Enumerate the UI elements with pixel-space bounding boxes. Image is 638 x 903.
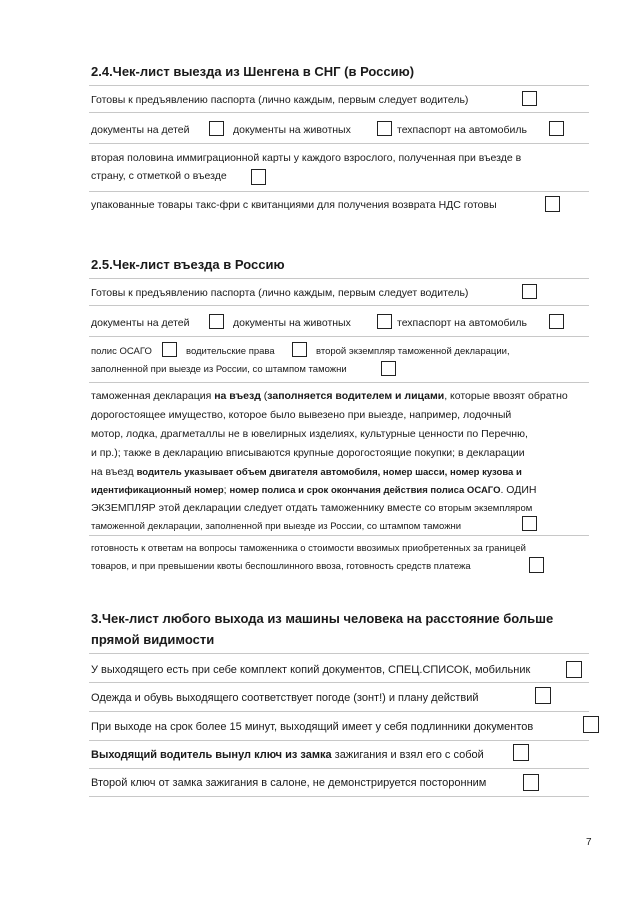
declaration-entry-bold: на въезд [214,390,261,402]
declaration-text: . ОДИН [500,484,537,496]
declaration-osago-bold: номер полиса и срок окончания действия полиса ОСАГО [229,485,501,496]
declaration-text-line5 [91,466,522,478]
divider [89,382,589,383]
divider [89,796,589,797]
declaration-text: ЭКЗЕМПЛЯР [91,502,156,514]
passport-ready-text: Готовы к предъявлению паспорта (лично каждым, первым следует водитель) [91,287,469,299]
declaration-text: этой декларации следует отдать таможеннику вместе со [155,502,439,514]
divider [89,740,589,741]
exit-item-copies-text: У выходящего есть при себе комплект копий документов, СПЕЦ.СПИСОК, мобильник [91,664,531,676]
section-2-4-title: 2.4.Чек-лист выезда из Шенгена в СНГ (в Россию) [91,64,415,79]
divider [89,682,589,683]
declaration-text-line7 [91,502,532,514]
section-3-title-line2: прямой видимости [91,632,215,647]
migration-card-checkbox[interactable] [251,169,266,185]
declaration-filled-by-bold: заполняется водителем и лицами [267,390,445,402]
car-passport-checkbox[interactable] [549,121,564,136]
customs-ready-text-line2: товаров, и при превышении квоты беспошлинного ввоза, готовность средств платежа [91,561,471,572]
divider [89,112,589,113]
license-checkbox[interactable] [292,342,307,357]
second-copy-checkbox[interactable] [381,361,396,376]
divider [89,143,589,144]
declaration-text: , которые ввозят обратно [444,390,568,402]
passport-ready-text: Готовы к предъявлению паспорта (лично каждым, первым следует водитель) [91,94,469,106]
animal-docs-text: документы на животных [233,317,351,329]
children-docs-checkbox[interactable] [209,121,224,136]
divider [89,278,589,279]
children-docs-text: документы на детей [91,317,190,329]
declaration-text-line3: мотор, лодка, драгметаллы не в ювелирных изделиях, культурные ценности по Перечню, [91,428,528,440]
exit-item-clothing-checkbox[interactable] [535,687,551,704]
animal-docs-checkbox[interactable] [377,121,392,136]
exit-item-spare-key-text: Второй ключ от замка зажигания в салоне, не демонстрируется посторонним [91,777,487,789]
declaration-text: ; [223,484,230,496]
exit-item-copies-checkbox[interactable] [566,661,582,678]
declaration-text-line6 [91,484,536,496]
page-number: 7 [586,837,592,848]
divider [89,711,589,712]
license-text: водительские права [186,346,275,357]
customs-ready-text-line1: готовность к ответам на вопросы таможенника о стоимости ввозимых приобретенных за границей [91,543,526,554]
declaration-text: на въезд [91,466,137,478]
declaration-text-line1 [91,390,568,402]
exit-item-spare-key-checkbox[interactable] [523,774,539,791]
customs-ready-checkbox[interactable] [529,557,544,573]
declaration-paren: ( [260,390,268,402]
taxfree-checkbox[interactable] [545,196,560,212]
osago-text: полис ОСАГО [91,346,152,357]
section-2-5-title: 2.5.Чек-лист въезда в Россию [91,257,285,272]
exit-item-key-checkbox[interactable] [513,744,529,761]
migration-card-text-line2: страну, с отметкой о въезде [91,170,227,182]
exit-item-originals-text: При выходе на срок более 15 минут, выходящий имеет у себя подлинники документов [91,721,534,733]
second-copy-text-line1: второй экземпляр таможенной декларации, [316,346,510,357]
declaration-text-line2: дорогостоящее имущество, которое было вывезено при выезде, например, лодочный [91,409,512,421]
divider [89,336,589,337]
divider [89,85,589,86]
car-passport-text: техпаспорт на автомобиль [397,124,527,136]
section-3-title-line1: 3.Чек-лист любого выхода из машины человека на расстояние больше [91,611,554,626]
exit-item-key-text [91,749,484,761]
declaration-text: таможенная декларация [91,390,215,402]
divider [89,653,589,654]
passport-ready-checkbox[interactable] [522,91,537,106]
exit-item-clothing-text: Одежда и обувь выходящего соответствует погоде (зонт!) и плану действий [91,692,479,704]
car-passport-text: техпаспорт на автомобиль [397,317,527,329]
children-docs-text: документы на детей [91,124,190,136]
animal-docs-text: документы на животных [233,124,351,136]
declaration-checkbox[interactable] [522,516,537,531]
migration-card-text-line1: вторая половина иммиграционной карты у каждого взрослого, полученная при въезде в [91,152,522,164]
children-docs-checkbox[interactable] [209,314,224,329]
divider [89,305,589,306]
taxfree-text: упакованные товары такс-фри с квитанциями для получения возврата НДС готовы [91,199,497,211]
divider [89,535,589,536]
animal-docs-checkbox[interactable] [377,314,392,329]
divider [89,768,589,769]
declaration-text-line4: и пр.); также в декларацию вписываются крупные дорогостоящие покупки; в декларации [91,447,525,459]
declaration-driver-bold: водитель указывает объем двигателя автомобиля, номер шасси, номер кузова и [136,467,522,478]
declaration-text-line8: таможенной декларации, заполненной при выезде из России, со штампом таможни [91,521,462,532]
exit-item-key-bold: Выходящий водитель вынул ключ из замка [91,749,332,761]
car-passport-checkbox[interactable] [549,314,564,329]
exit-item-key-rest: зажигания и взял его с собой [331,749,484,761]
passport-ready-checkbox[interactable] [522,284,537,299]
osago-checkbox[interactable] [162,342,177,357]
declaration-id-number-bold: идентификационный номер [91,485,224,496]
second-copy-text-line2: заполненной при выезде из России, со штампом таможни [91,364,347,375]
exit-item-originals-checkbox[interactable] [583,716,599,733]
divider [89,191,589,192]
declaration-text: вторым экземпляром [438,503,533,514]
